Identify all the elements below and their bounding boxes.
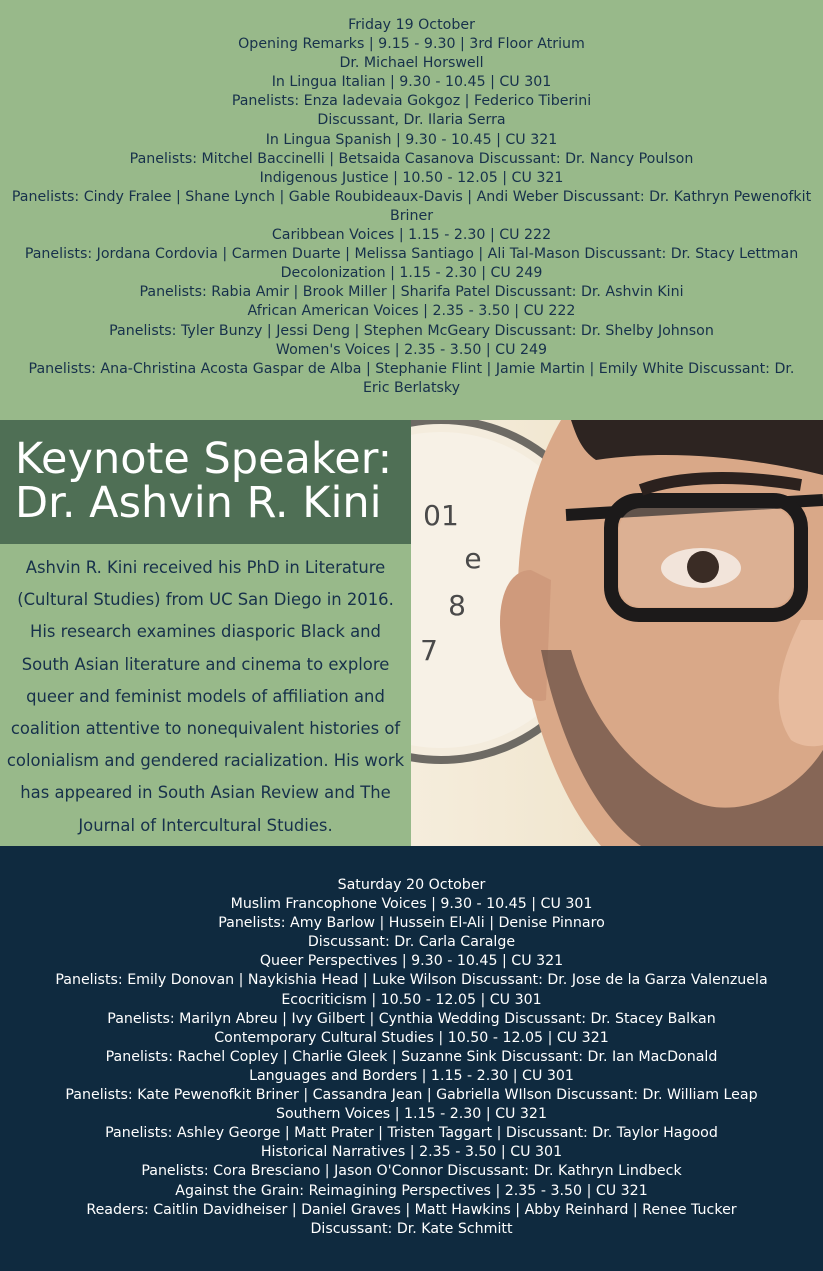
schedule-line: Panelists: Emily Donovan | Naykishia Head | Luke Wilson Discussant: Dr. Jose de la Garza Valenzuela (55, 972, 768, 989)
schedule-line: Panelists: Enza Iadevaia Gokgoz | Federico Tiberini (231, 93, 592, 110)
schedule-line: Historical Narratives | 2.35 - 3.50 | CU 301 (260, 1144, 563, 1161)
schedule-line: In Lingua Spanish | 9.30 - 10.45 | CU 321 (265, 131, 558, 148)
clock-numeral: 7 (420, 634, 438, 667)
keynote-section (0, 420, 823, 846)
friday-schedule (0, 0, 823, 420)
schedule-line: Dr. Michael Horswell (339, 55, 484, 72)
clock-numeral: 01 (423, 499, 459, 532)
schedule-line: Panelists: Ana-Christina Acosta Gaspar de Alba | Stephanie Flint | Jamie Martin | Emily White Discussant: Dr. Eric Berlatsky (28, 360, 795, 396)
schedule-line: Panelists: Marilyn Abreu | Ivy Gilbert | Cynthia Wedding Discussant: Dr. Stacey Balkan (107, 1010, 716, 1027)
schedule-line: African American Voices | 2.35 - 3.50 | CU 222 (247, 303, 576, 320)
schedule-line: Indigenous Justice | 10.50 - 12.05 | CU 321 (259, 169, 564, 186)
schedule-line: Discussant: Dr. Carla Caralge (307, 934, 516, 951)
keynote-title (0, 420, 411, 544)
schedule-line: Panelists: Cora Bresciano | Jason O'Connor Discussant: Dr. Kathryn Lindbeck (141, 1163, 682, 1180)
schedule-line: Discussant, Dr. Ilaria Serra (317, 112, 506, 129)
friday-date: Friday 19 October (348, 17, 475, 33)
schedule-line: Panelists: Amy Barlow | Hussein El-Ali | Denise Pinnaro (218, 915, 605, 932)
schedule-line: Panelists: Kate Pewenofkit Briner | Cassandra Jean | Gabriella WIlson Discussant: Dr. William Leap (65, 1087, 758, 1104)
clock-numeral: e (464, 542, 482, 575)
schedule-line: Ecocriticism | 10.50 - 12.05 | CU 301 (281, 991, 542, 1008)
schedule-line: Contemporary Cultural Studies | 10.50 - 12.05 | CU 321 (214, 1029, 609, 1046)
schedule-line: Panelists: Rabia Amir | Brook Miller | Sharifa Patel Discussant: Dr. Ashvin Kini (139, 284, 684, 301)
schedule-line: Women's Voices | 2.35 - 3.50 | CU 249 (275, 341, 548, 358)
schedule-line: Panelists: Ashley George | Matt Prater | Tristen Taggart | Discussant: Dr. Taylor Hagood (105, 1125, 718, 1142)
saturday-schedule (0, 846, 823, 1271)
keynote-title-line-2: Dr. Ashvin R. Kini (15, 478, 382, 528)
speaker-photo (411, 420, 823, 846)
keynote-title-line-1: Keynote Speaker: (15, 434, 393, 484)
schedule-line: Panelists: Mitchel Baccinelli | Betsaida Casanova Discussant: Dr. Nancy Poulson (129, 150, 694, 167)
schedule-line: Caribbean Voices | 1.15 - 2.30 | CU 222 (271, 227, 552, 244)
schedule-line: Discussant: Dr. Kate Schmitt (310, 1220, 513, 1237)
schedule-line: Readers: Caitlin Davidheiser | Daniel Graves | Matt Hawkins | Abby Reinhard | Renee Tucker (86, 1201, 737, 1218)
clock-numeral: 8 (448, 589, 466, 622)
schedule-line: In Lingua Italian | 9.30 - 10.45 | CU 301 (271, 74, 552, 91)
schedule-line: Panelists: Tyler Bunzy | Jessi Deng | Stephen McGeary Discussant: Dr. Shelby Johnson (109, 322, 714, 339)
schedule-line: Southern Voices | 1.15 - 2.30 | CU 321 (276, 1106, 547, 1123)
schedule-line: Languages and Borders | 1.15 - 2.30 | CU 301 (249, 1067, 574, 1084)
keynote-bio: Ashvin R. Kini received his PhD in Literature (Cultural Studies) from UC San Diego in 2016. His research examines diasporic Black and South Asian literature and cinema to explore queer and feminist models of affiliation and coalition attentive to nonequivalent histories of colonialism and gendered racialization. His work has appeared in South Asian Review and The Journal of Intercultural Studies. (6, 558, 405, 835)
schedule-line: Against the Grain: Reimagining Perspectives | 2.35 - 3.50 | CU 321 (175, 1182, 648, 1199)
schedule-line: Panelists: Cindy Fralee | Shane Lynch | Gable Roubideaux-Davis | Andi Weber Discussant: Dr. Kathryn Pewenofkit Briner (11, 188, 812, 224)
schedule-line: Muslim Francophone Voices | 9.30 - 10.45 | CU 301 (230, 896, 593, 913)
schedule-line: Queer Perspectives | 9.30 - 10.45 | CU 321 (259, 953, 564, 970)
saturday-date: Saturday 20 October (337, 877, 486, 893)
speaker-iris (687, 551, 719, 583)
schedule-line: Decolonization | 1.15 - 2.30 | CU 249 (280, 265, 543, 282)
speaker-photo-illustration (411, 420, 823, 846)
schedule-line: Panelists: Rachel Copley | Charlie Gleek | Suzanne Sink Discussant: Dr. Ian MacDonald (105, 1048, 718, 1065)
schedule-line: Opening Remarks | 9.15 - 9.30 | 3rd Floor Atrium (238, 36, 585, 53)
schedule-line: Panelists: Jordana Cordovia | Carmen Duarte | Melissa Santiago | Ali Tal-Mason Discussant: Dr. Stacy Lettman (24, 246, 799, 263)
